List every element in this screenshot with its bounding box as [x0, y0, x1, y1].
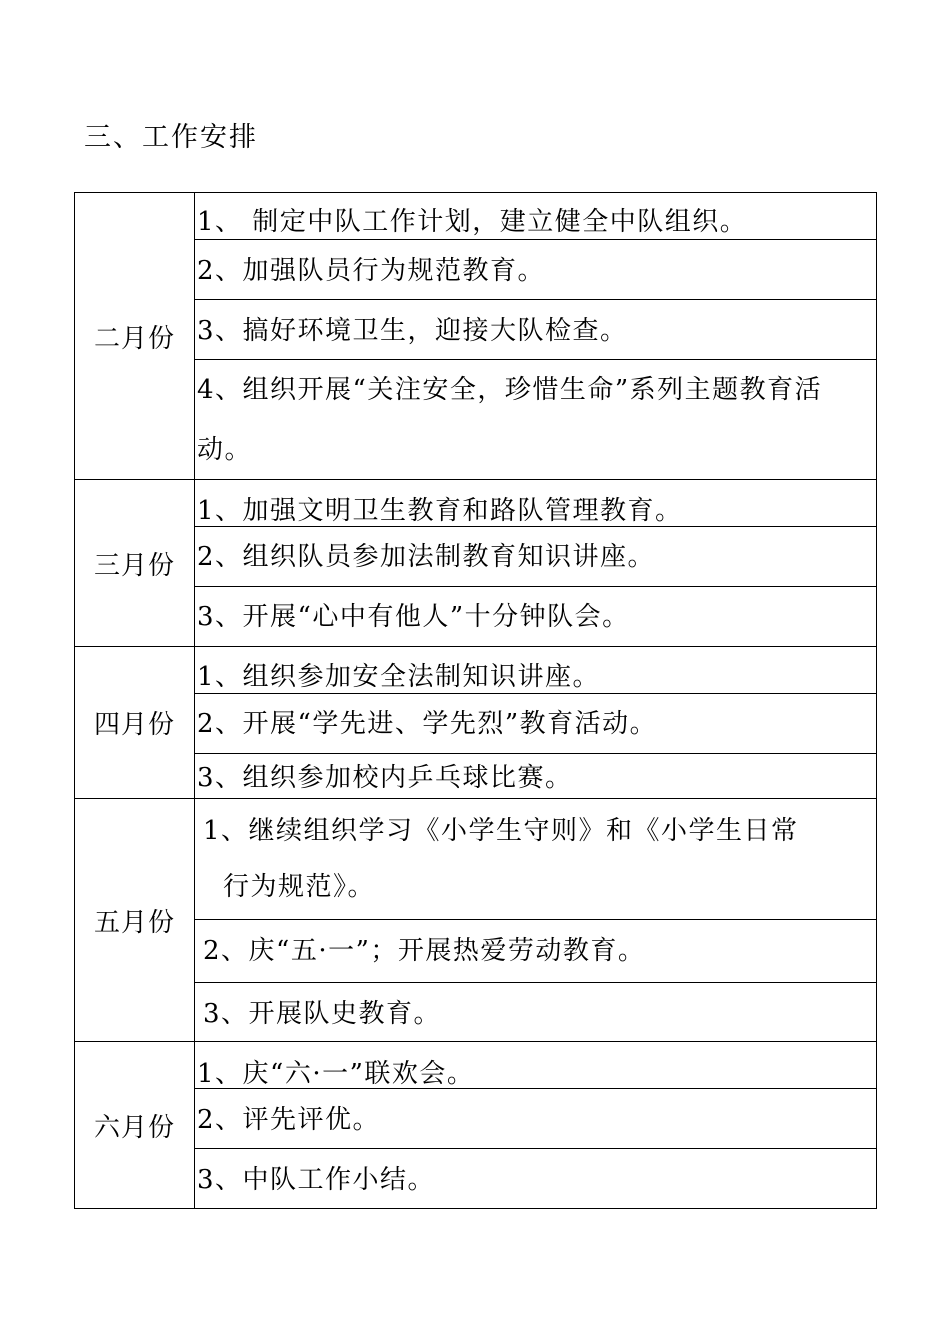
task-item: 2、庆“五·一”；开展热爱劳动教育。 — [195, 919, 876, 982]
section-heading: 三、工作安排 — [84, 122, 258, 153]
task-item: 3、开展队史教育。 — [195, 982, 876, 1041]
task-item: 1、继续组织学习《小学生守则》和《小学生日常 — [203, 816, 799, 846]
task-item: 4、组织开展“关注安全，珍惜生命”系列主题教育活动。 — [195, 359, 876, 479]
month-label: 四月份 — [75, 647, 195, 798]
task-item: 2、加强队员行为规范教育。 — [195, 239, 876, 299]
task-item: 2、开展“学先进、学先烈”教育活动。 — [195, 693, 876, 753]
task-item: 3、组织参加校内乒乓球比赛。 — [195, 753, 876, 797]
task-item: 1、组织参加安全法制知识讲座。 — [197, 662, 601, 692]
month-label: 六月份 — [75, 1042, 195, 1208]
task-item-continuation: 行为规范》。 — [223, 872, 376, 902]
month-label: 五月份 — [75, 799, 195, 1041]
work-schedule-table — [74, 192, 877, 1209]
month-label: 二月份 — [75, 193, 195, 479]
task-item: 1、庆“六·一”联欢会。 — [197, 1059, 475, 1088]
month-block-april — [75, 646, 876, 798]
task-item: 3、中队工作小结。 — [195, 1148, 876, 1207]
month-block-june — [75, 1041, 876, 1208]
month-block-march — [75, 479, 876, 646]
task-item: 2、评先评优。 — [195, 1088, 876, 1148]
task-item: 3、开展“心中有他人”十分钟队会。 — [195, 586, 876, 645]
task-item: 3、搞好环境卫生，迎接大队检查。 — [195, 299, 876, 359]
task-item: 1、加强文明卫生教育和路队管理教育。 — [197, 496, 683, 526]
month-block-february — [75, 193, 876, 479]
month-label: 三月份 — [75, 480, 195, 646]
task-item: 1、 制定中队工作计划，建立健全中队组织。 — [197, 207, 748, 237]
month-block-may — [75, 798, 876, 1041]
task-item: 2、组织队员参加法制教育知识讲座。 — [195, 526, 876, 586]
